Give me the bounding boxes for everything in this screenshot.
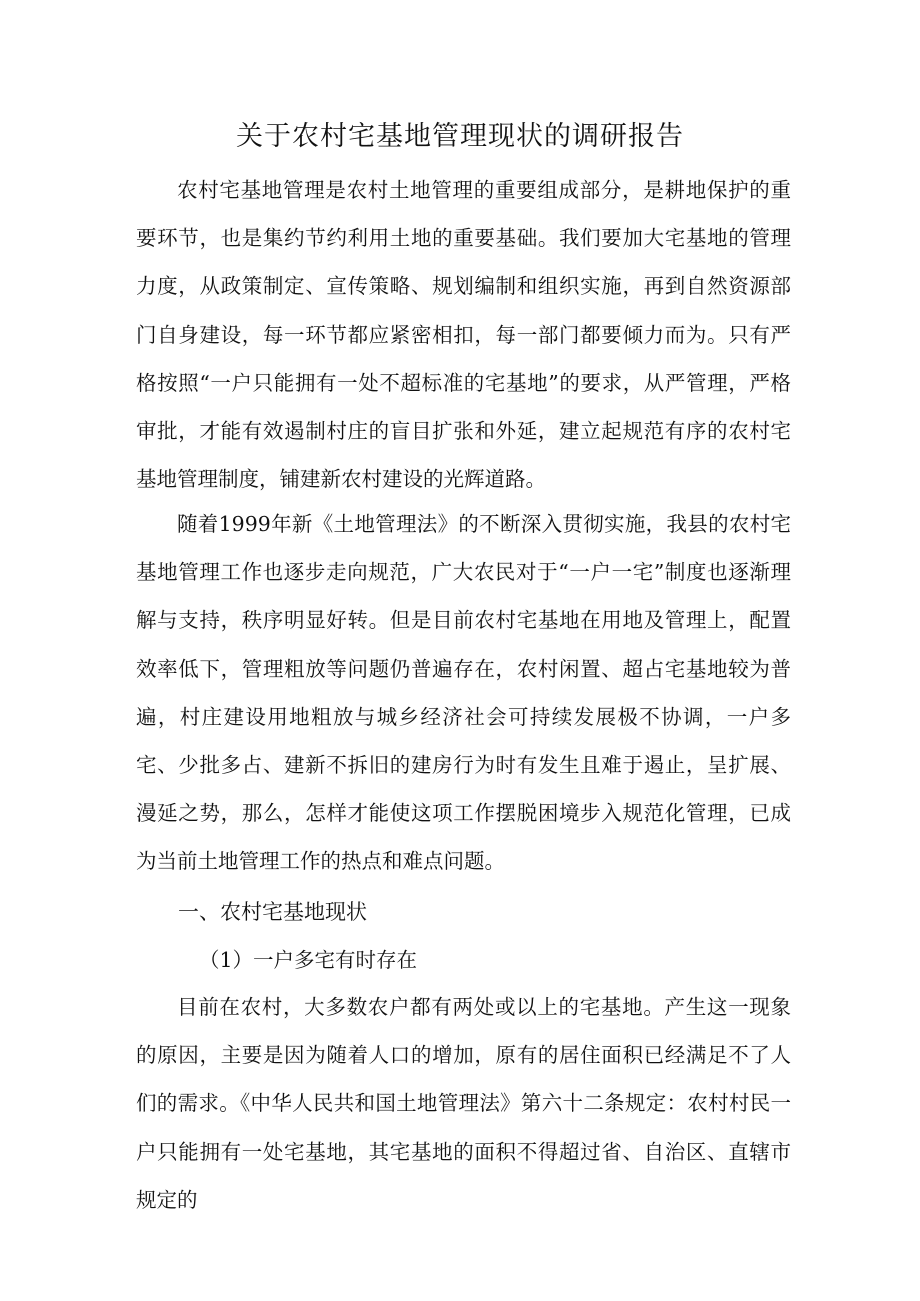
- paragraph-status: 目前在农村，大多数农户都有两处或以上的宅基地。产生这一现象的原因，主要是因为随着人口的增加，原有的居住面积已经满足不了人们的需求。《中华人民共和国土地管理法》第六十二条规定：农村村民一户只能拥有一处宅基地，其宅基地的面积不得超过省、自治区、直辖市规定的: [136, 995, 791, 1212]
- document-title: 关于农村宅基地管理现状的调研报告: [236, 121, 684, 152]
- paragraph-intro: 农村宅基地管理是农村土地管理的重要组成部分，是耕地保护的重要环节，也是集约节约利用土地的重要基础。我们要加大宅基地的管理力度，从政策制定、宣传策略、规划编制和组织实施，再到自然资源部门自身建设，每一环节都应紧密相扣，每一部门都要倾力而为。只有严格按照“一户只能拥有一处不超标准的宅基地”的要求，从严管理，严格审批，才能有效遏制村庄的盲目扩张和外延，建立起规范有序的农村宅基地管理制度，铺建新农村建设的光辉道路。: [136, 178, 791, 492]
- section-heading: 一、农村宅基地现状: [178, 900, 367, 924]
- subsection-text: 多宅有时存在: [294, 948, 418, 972]
- subsection-number: （1）一户: [199, 948, 295, 972]
- subsection-heading: [199, 936, 417, 984]
- paragraph-background: 随着1999年新《土地管理法》的不断深入贯彻实施，我县的农村宅基地管理工作也逐步走向规范，广大农民对于“一户一宅”制度也逐渐理解与支持，秩序明显好转。但是目前农村宅基地在用地及管理上，配置效率低下，管理粗放等问题仍普遍存在，农村闲置、超占宅基地较为普遍，村庄建设用地粗放与城乡经济社会可持续发展极不协调，一户多宅、少批多占、建新不拆旧的建房行为时有发生且难于遏止，呈扩展、漫延之势，那么，怎样才能使这项工作摆脱困境步入规范化管理，已成为当前土地管理工作的热点和难点问题。: [136, 512, 791, 874]
